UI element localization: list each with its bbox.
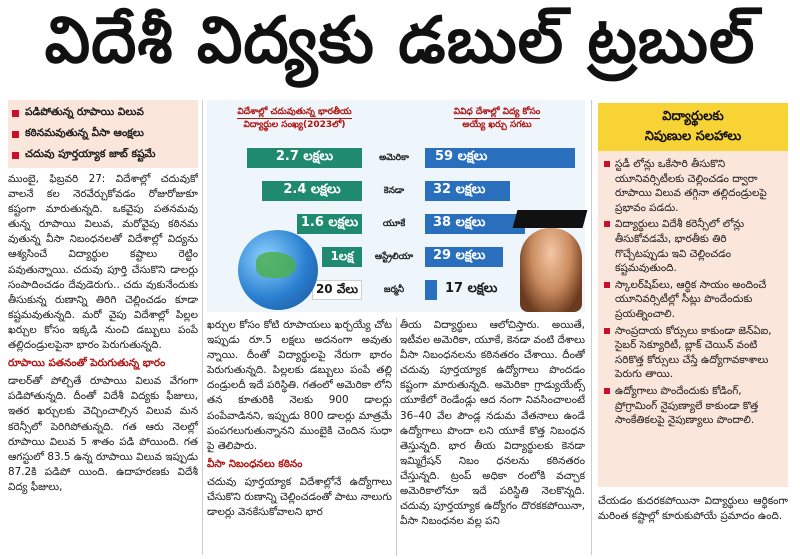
cost-bar-uk: 38 లక్షలు	[425, 214, 525, 234]
section-subhead: రూపాయి పతనంతో పెరుగుతున్న భారం	[8, 357, 166, 370]
country-label: ఆస్ట్రేలియా	[374, 252, 414, 262]
tip-text: సాంప్రదాయ కోర్సులు కాకుండా జెన్ఏఐ, సైబర్ సెక్యూరిటీ, బ్లాక్ చెయిన్ వంటి సరికొత్త కోర్సులు చేస్తే ఉద్యోగావకాశాలు పెరుగు తాయి.	[615, 324, 772, 381]
tip-text: స్కాలర్‌షిప్‌లు, ఆర్థిక సాయం అందించే యూనివర్సిటీల్లో సీట్లు పొందేందుకు ప్రయత్నించాలి.	[615, 278, 767, 320]
cost-bar-australia: 29 లక్షలు	[425, 247, 503, 267]
right-column	[400, 318, 585, 556]
article-paragraph: ముంబై, ఫిబ్రవరి 27: విదేశాల్లో చదువుకో వాలనే కల నెరవేర్చుకోవడం రోజురోజుకూ కష్టంగా మారుతున్నది. ఒకవైపు పతనమవు తున్న రూపాయి విలువ, మరోవైపు కఠినమ వుతున్న వీసా నిబంధనలతో విదేశాల్లో విద్యను ఆశ్యసించే విద్యార్థుల కష్టాలు రెట్టిం పవుతున్నాయి. చదువు పూర్తి చేసుకొని డాలర్లు సంపాదించడం దేవుడెరుగు.. చదు వుకునేందుకు తీసుకున్న రుణాన్ని తిరిగి చెల్లించడం కూడా కష్టమవుతున్నది. మరో వైపు విదేశాల్లో పిల్లల ఖర్చుల కోసం ఇక్కడి నుంచి డబ్బులు పంపే తల్లిదండ్రులపైనా భారం పెరుగుతున్నది.	[8, 173, 198, 352]
bullet-icon	[604, 328, 610, 334]
article-paragraph: డాలర్‌తో పోల్చితే రూపాయి విలువ వేగంగా పడిపోతున్నది. దీంతో విదేశీ విద్యకు ఫీజులు, ఇతర ఖర్చులకు వెచ్చించాల్సిన విలువ మన కరెన్సీలో పెరిగిపోతున్నది. గత ఆరు నెలల్లో రూపాయి విలువ 5 శాతం పడి పోయింది. గత ఆగస్టులో 83.5 ఉన్న రూపాయి విలువ ఇప్పుడు 87.2కి పడిపో యింది. ఉదాహరణకు విదేశీ విద్య ఫీజులు,	[8, 375, 198, 493]
section-subhead: వీసా నిబంధనలు కఠినం	[207, 457, 303, 470]
column-divider	[396, 318, 397, 556]
article-paragraph: తీయ విద్యార్థులు ఆలోచిస్తారు. అయితే, ఇటీవల అమెరికా, యూకే, కెనడా వంటి దేశాలు వీసా నిబంధనలను కఠినతరం చేశాయి. దీంతో చదువు పూర్తయ్యాక ఉద్యోగాలు పొందడం కష్టంగా మారుతున్నది. అమెరికా గ్రాడ్యుయేట్స్ యూకేలో రెండేండ్లు ఆద నంగా నివసించాలంటే 36–40 వేల పౌండ్ల నడుమ వేతనాలు ఉండే ఉద్యోగాలు పొందా లని యూకే కొత్త నిబంధన తెస్తున్నది. భార తీయ విద్యార్థులకు కెనడా ఇమ్మిగ్రేషన్ నిబం ధనలను కఠినతరం చేస్తున్నది. ట్రంప్ అధికా రంలోకి వచ్చాక అమెరికాలోనూ ఇదే పరిస్థితి నెలకొన్నది. చదువు పూర్తయ్యాక ఉద్యోగం దొరకకపోయినా, వీసా నిబంధనల వల్ల పని	[400, 319, 585, 528]
student-photo	[520, 228, 582, 312]
sidebar-tips	[598, 151, 788, 487]
bullet-icon	[12, 131, 19, 138]
headline: విదేశీ విద్యకు డబుల్ ట్రబుల్	[44, 3, 756, 78]
sidebar-title-line: నిపుణుల సలహాలు	[644, 129, 742, 144]
students-title	[217, 106, 372, 131]
bullet-item	[12, 103, 194, 124]
globe-land-shape	[256, 252, 296, 278]
column-divider	[202, 100, 203, 555]
cost-bar-usa: 59 లక్షలు	[425, 148, 575, 168]
country-label: జర్మనీ	[383, 285, 405, 295]
summary-bullets	[8, 100, 198, 168]
tip-item	[604, 324, 782, 382]
cost-bar-germany: 17 లక్షలు	[425, 280, 515, 300]
students-title-line: విద్యార్థుల సంఖ్య(2023లో)	[243, 120, 346, 130]
students-bar-germany: 20 వేలు	[312, 280, 362, 300]
bullet-text: కఠినమవుతున్న వీసా ఆంక్షలు	[25, 127, 144, 139]
cost-title-line: వివిధ దేశాల్లో విద్య కోసం	[453, 107, 541, 117]
tip-item	[604, 384, 782, 428]
bullet-text: చదువు పూర్తయ్యాక జాబ్ కష్టమే	[25, 148, 156, 160]
article-paragraph: చదువు పూర్తయ్యాక విదేశాల్లోనే ఉద్యోగాలు చేసుకొని రుణాన్ని చెల్లించడంతో పాటు నాలుగు డాలర్లు వెనకేసుకోవాలని భార	[207, 475, 392, 519]
bullet-item	[12, 145, 194, 166]
column-divider	[591, 100, 592, 555]
bullet-icon	[604, 282, 610, 288]
students-bar-usa: 2.7 లక్షలు	[247, 148, 362, 168]
bullet-icon	[12, 152, 19, 159]
bullet-icon	[604, 161, 610, 167]
bullet-icon	[12, 110, 19, 117]
tip-item	[604, 157, 782, 215]
sidebar-title-line: విద్యార్థులకు	[662, 109, 724, 124]
tip-text: విద్యార్థులు విదేశీ కరెన్సీలో లోన్లు తీసుకోవడమే, భారతీకు తిరి గొచ్చేటప్పుడు ఇవి చెల్లించడం కష్టమవుతుంది.	[615, 218, 745, 275]
cost-bar-canada: 32 లక్షలు	[425, 181, 510, 201]
bullet-item	[12, 124, 194, 145]
students-bar-canada: 2.4 లక్షలు	[262, 181, 362, 201]
sidebar-header	[598, 103, 788, 151]
country-label: కెనడా	[383, 186, 405, 196]
tip-text: స్టడీ లోన్లు ఒకేసారి తీసుకొని యూనివర్సిటీలకు చెల్లించడం ద్వారా రూపాయి విలువ తగ్గినా తల్లిదండ్రులపై ప్రభావం పడదు.	[615, 158, 767, 214]
tip-item	[604, 217, 782, 275]
students-bar-uk: 1.6 లక్షలు	[297, 214, 362, 234]
country-label: అమెరికా	[379, 153, 409, 163]
bullet-icon	[604, 388, 610, 394]
tip-item	[604, 278, 782, 322]
cost-title	[422, 106, 572, 131]
students-bar-australia: 1లక్ష	[322, 247, 362, 267]
middle-column	[207, 318, 392, 556]
cost-title-line: అయ్యే ఖర్చు సగటు	[462, 120, 532, 130]
tip-text: ఉద్యోగాలు పొందేందుకు కోడింగ్, ప్రోగ్రామింగ్ నైపుణ్యాలే కాకుండా కొత్త సాంకేతికలపై నైపుణ్యాలు పొందాలి.	[615, 384, 759, 427]
left-column	[8, 172, 198, 557]
students-title-line: విదేశాల్లో చదువుతున్న భారతీయ	[237, 107, 352, 117]
article-paragraph: ఖర్చుల కోసం కోటి రూపాయలు ఖర్చయ్యే చోట ఇప్పుడు రూ.5 లక్షలు అదనంగా అవుతు న్నాయి. దీంతో విద్యార్థులపై నేరుగా భారం పెరుగుతున్నది. పిల్లలకు డబ్బులు పంపే తల్లి దండ్రులదీ ఇదే పరిస్థితి. గతంలో అమెరికా లోని తన కూతురికి నెలకు 900 డాలర్లు పంపేవాడినని, ఇప్పుడు 800 డాలర్లు మాత్రమే పంపగలుగుతున్నానని ముంబైకి చెందిన సుధా పై తెలిపారు.	[207, 319, 392, 452]
sidebar-tail-text: చేయడం కుదరకపోయినా విద్యార్థులు ఆర్థికంగా మరింత కష్టాల్లో కూరుకుపోయే ప్రమాదం ఉంది.	[598, 495, 788, 522]
bullet-icon	[604, 221, 610, 227]
country-label: యూకే	[382, 219, 406, 229]
bullet-text: పడిపోతున్న రూపాయి విలువ	[25, 106, 144, 118]
graduation-cap-icon	[513, 210, 588, 228]
